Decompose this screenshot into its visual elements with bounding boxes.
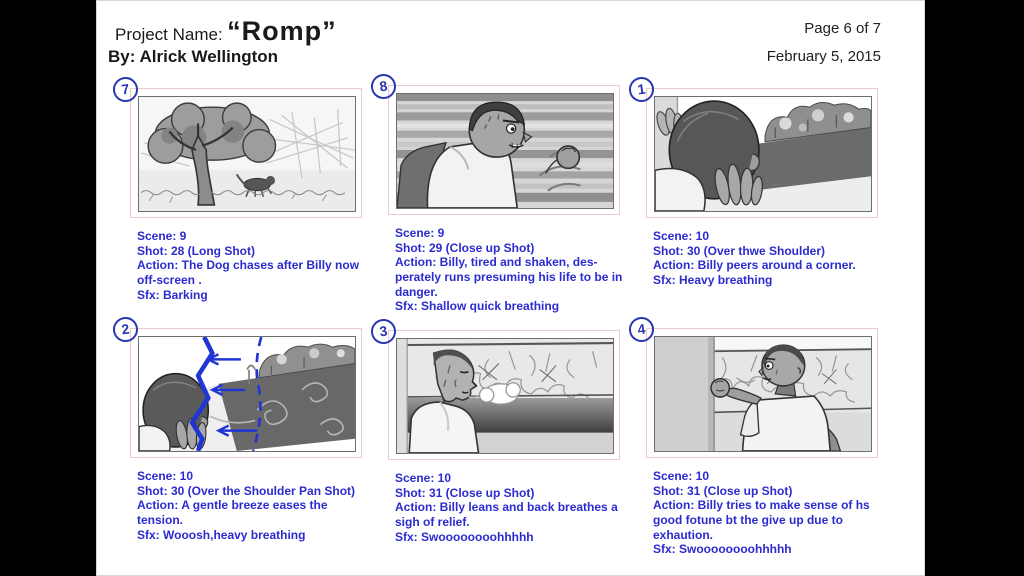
date: February 5, 2015 [766,48,881,65]
panel-frame [636,80,878,218]
panel-frame [120,80,362,218]
project-title: “Romp” [227,16,337,46]
storyboard-panel-7 [120,80,362,302]
action-line: Action: The Dog chases after Billy now off-screen . [137,258,360,287]
panel-number-badge: 4 [627,315,655,343]
shot-line: Shot: 30 (Over the Shoulder Pan Shot) [137,483,356,498]
sfx-line: Sfx: Shallow quick breathing [395,299,560,314]
sketch-billy-leans-on-wall [654,336,872,452]
sketch-dog-chases-long-shot [138,96,356,212]
panel-number-badge: 2 [111,315,139,343]
sketch-billy-sigh-of-relief [396,338,614,454]
sfx-line: Sfx: Barking [137,287,208,302]
panel-number-badge: 3 [369,317,397,345]
panel-frame [378,322,620,460]
scene-line: Scene: 10 [137,469,194,483]
author-byline: By: Alrick Wellington [108,47,279,66]
storyboard-panel-2 [120,320,362,542]
sfx-line: Sfx: Heavy breathing [653,272,773,287]
scene-line: Scene: 10 [653,469,710,483]
sketch-billy-running-close-up [396,93,614,209]
shot-line: Shot: 29 (Close up Shot) [395,240,535,255]
panel-frame [120,320,362,458]
storyboard-panel-4 [636,320,878,557]
sketch-breeze-pan-shot [138,336,356,452]
panel-caption [137,229,365,302]
panel-caption [395,471,623,544]
storyboard-panel-8 [378,77,623,314]
shot-line: Shot: 31 (Close up Shot) [653,483,793,498]
action-line: Action: Billy tries to make sense of hs good fotune bt the give up due to exhaution. [653,498,870,542]
scene-line: Scene: 10 [653,229,710,243]
storyboard-panel-3 [378,322,620,544]
sfx-line: Sfx: Swoooooooohhhhh [653,542,792,557]
action-line: Action: Billy, tired and shaken, des- perately runs presuming his life to be in danger. [395,255,623,299]
panel-number-badge: 1 [627,75,655,103]
panel-number-badge: 8 [369,72,397,100]
page-number: Page 6 of 7 [804,20,881,37]
panel-number-badge: 7 [111,75,139,103]
shot-line: Shot: 31 (Close up Shot) [395,485,535,500]
panel-caption [653,229,881,288]
project-name-line [115,16,337,47]
scene-line: Scene: 10 [395,471,452,485]
project-name-label: Project Name: [115,25,223,44]
panel-caption [395,226,623,314]
sfx-line: Sfx: Swoooooooohhhhh [395,529,534,544]
shot-line: Shot: 28 (Long Shot) [137,243,255,258]
panel-caption [137,469,365,542]
panel-frame [378,77,620,215]
storyboard-panel-1 [636,80,878,288]
shot-line: Shot: 30 (Over thwe Shoulder) [653,243,826,258]
sketch-billy-peers-around-corner [654,96,872,212]
panel-frame [636,320,878,458]
storyboard-page [96,0,925,576]
scene-line: Scene: 9 [137,229,187,243]
action-line: Action: Billy peers around a corner. [653,258,856,273]
panel-caption [653,469,881,557]
scene-line: Scene: 9 [395,226,445,240]
action-line: Action: A gentle breeze eases the tension. [137,498,328,527]
action-line: Action: Billy leans and back breathes a sigh of relief. [395,500,618,529]
sfx-line: Sfx: Wooosh,heavy breathing [137,527,306,542]
